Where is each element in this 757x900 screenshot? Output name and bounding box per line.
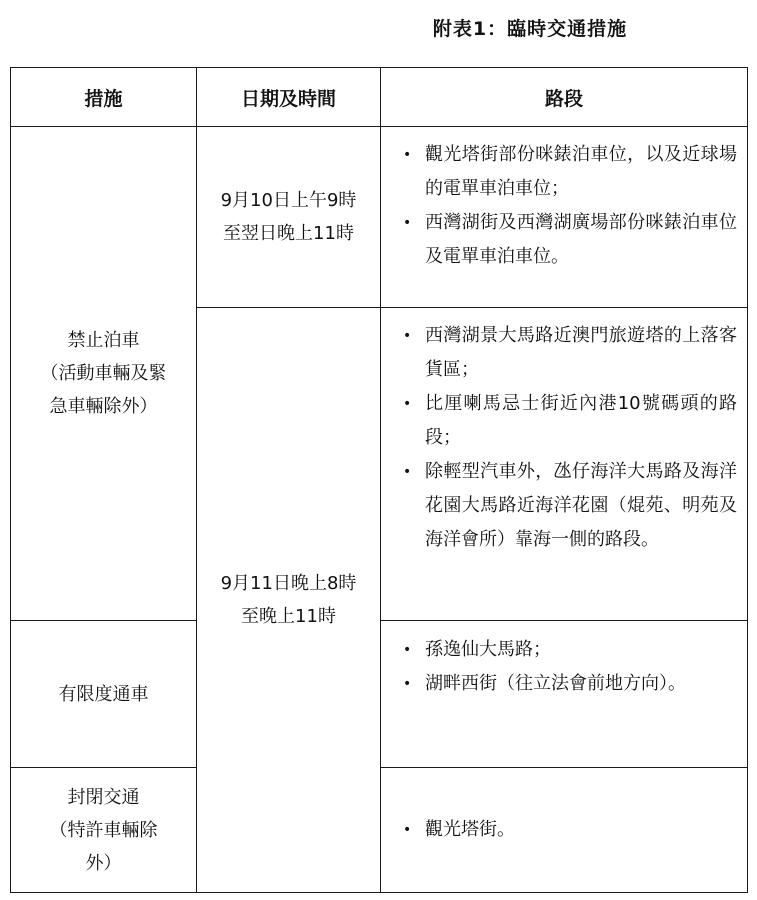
list-item: • 除輕型汽車外，氹仔海洋大馬路及海洋花園大馬路近海洋花園（焜苑、明苑及海洋會所）靠海一側的路段。 — [381, 455, 737, 557]
roads-cell-1 — [381, 127, 748, 308]
roads-cell-3 — [381, 621, 748, 768]
header-roads: 路段 — [381, 68, 748, 127]
list-item: • 湖畔西街（往立法會前地方向）。 — [381, 667, 737, 701]
bullet-icon: • — [403, 328, 412, 344]
header-measure: 措施 — [11, 68, 197, 127]
bullet-icon: • — [403, 147, 412, 163]
list-item: • 西灣湖街及西灣湖廣場部份咪錶泊車位及電單車泊車位。 — [381, 206, 737, 274]
roads-cell-4 — [381, 768, 748, 893]
table-row — [11, 127, 748, 308]
time-period-1: 9月10日上午9時 至翌日晚上11時 — [197, 127, 381, 308]
traffic-measures-table — [10, 67, 748, 893]
header-row — [11, 68, 748, 127]
measure-road-closure: 封閉交通 （特許車輛除 外） — [11, 768, 197, 893]
time-period-2: 9月11日晚上8時 至晚上11時 — [197, 308, 381, 893]
measure-limited-traffic: 有限度通車 — [11, 621, 197, 768]
bullet-icon: • — [403, 642, 412, 658]
list-item: • 比厘喇馬忌士街近內港10號碼頭的路段； — [381, 387, 737, 455]
list-item: • 觀光塔街部份咪錶泊車位，以及近球場的電單車泊車位； — [381, 138, 737, 206]
table-caption: 附表1：臨時交通措施 — [432, 18, 628, 40]
list-item: • 觀光塔街。 — [381, 813, 737, 847]
bullet-icon: • — [403, 396, 412, 412]
header-datetime: 日期及時間 — [197, 68, 381, 127]
bullet-icon: • — [403, 464, 412, 480]
bullet-icon: • — [403, 215, 412, 231]
roads-cell-2 — [381, 308, 748, 621]
bullet-icon: • — [403, 822, 412, 838]
bullet-icon: • — [403, 676, 412, 692]
list-item: • 西灣湖景大馬路近澳門旅遊塔的上落客貨區； — [381, 319, 737, 387]
list-item: • 孫逸仙大馬路； — [381, 633, 737, 667]
measure-no-parking: 禁止泊車 （活動車輛及緊 急車輛除外） — [11, 127, 197, 621]
